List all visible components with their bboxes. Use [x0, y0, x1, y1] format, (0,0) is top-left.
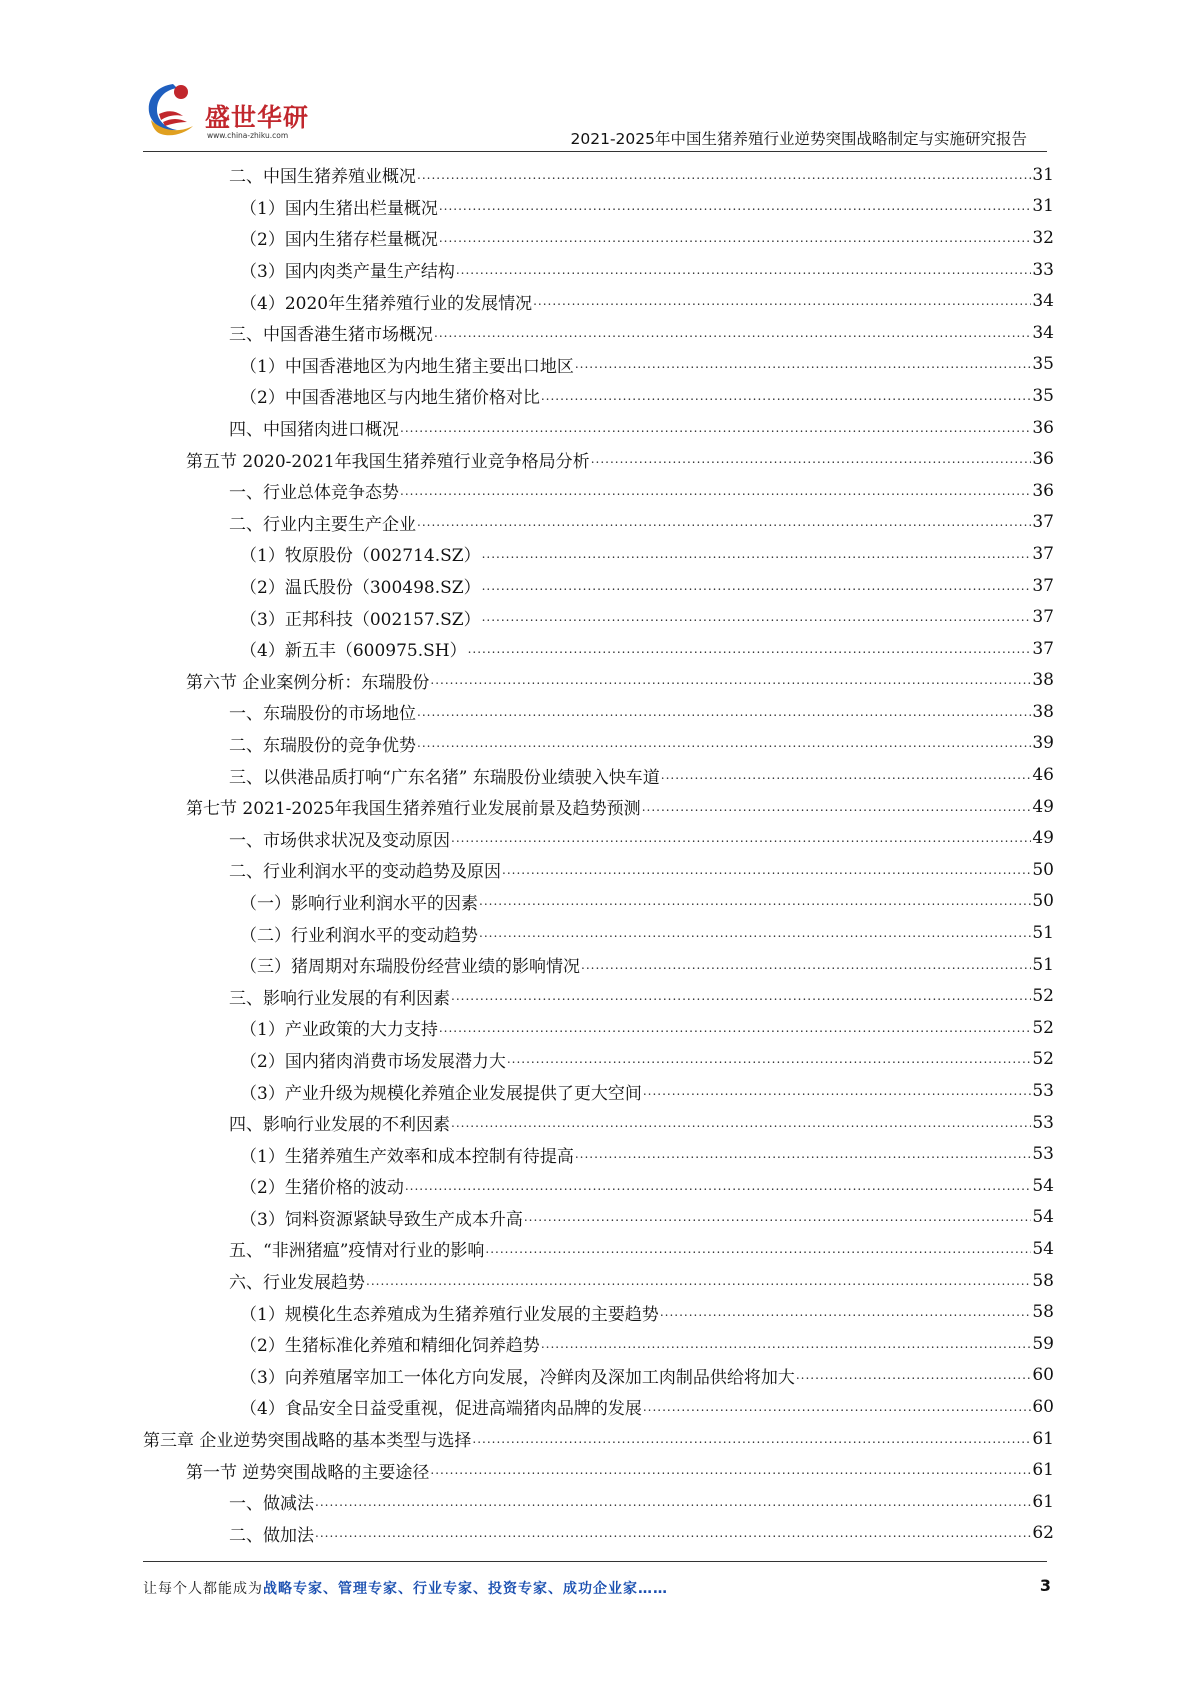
toc-entry-title: 第六节 企业案例分析：东瑞股份: [186, 672, 430, 693]
toc-entry-page: 58: [1032, 1270, 1054, 1291]
toc-entry-title: （2）温氏股份（300498.SZ）: [240, 578, 481, 599]
toc-entry[interactable]: [143, 728, 1054, 760]
toc-dot-leader: [661, 768, 1032, 782]
toc-entry[interactable]: [143, 538, 1054, 570]
toc-entry-title: 二、做加法: [229, 1525, 314, 1546]
toc-entry-title: 三、影响行业发展的有利因素: [229, 988, 450, 1009]
toc-entry[interactable]: [143, 1233, 1054, 1265]
toc-dot-leader: [400, 421, 1031, 435]
toc-entry-title: 第一节 逆势突围战略的主要途径: [186, 1462, 430, 1483]
toc-entry-page: 36: [1032, 449, 1054, 470]
toc-dot-leader: [417, 736, 1031, 750]
toc-entry[interactable]: [143, 349, 1054, 381]
toc-entry-title: （3）国内肉类产量生产结构: [240, 262, 455, 283]
toc-entry[interactable]: [143, 191, 1054, 223]
toc-entry[interactable]: [143, 317, 1054, 349]
logo-url: www.china-zhiku.com: [207, 131, 289, 140]
toc-entry-page: 50: [1032, 859, 1054, 880]
toc-entry[interactable]: [143, 1107, 1054, 1139]
report-title: 2021-2025年中国生猪养殖行业逆势突围战略制定与实施研究报告: [570, 130, 1027, 148]
toc-dot-leader: [405, 1179, 1032, 1193]
toc-entry-title: （1）中国香港地区为内地生猪主要出口地区: [240, 356, 574, 377]
toc-entry-title: 第五节 2020-2021年我国生猪养殖行业竞争格局分析: [186, 451, 590, 472]
toc-entry-page: 37: [1032, 575, 1054, 596]
toc-entry-title: 二、东瑞股份的竞争优势: [229, 735, 416, 756]
toc-entry[interactable]: [143, 949, 1054, 981]
toc-dot-leader: [479, 926, 1031, 940]
toc-entry-page: 53: [1032, 1112, 1054, 1133]
toc-entry-page: 52: [1032, 1017, 1054, 1038]
toc-entry[interactable]: [143, 1423, 1054, 1455]
toc-dot-leader: [575, 1147, 1032, 1161]
toc-entry-page: 38: [1032, 701, 1054, 722]
toc-dot-leader: [541, 389, 1032, 403]
toc-entry-page: 39: [1032, 733, 1054, 754]
toc-entry[interactable]: [143, 1044, 1054, 1076]
toc-entry-title: 一、东瑞股份的市场地位: [229, 704, 416, 725]
toc-dot-leader: [502, 863, 1031, 877]
toc-entry-page: 46: [1032, 765, 1054, 786]
toc-dot-leader: [524, 1210, 1032, 1224]
toc-entry[interactable]: [143, 1454, 1054, 1486]
toc-entry[interactable]: [143, 285, 1054, 317]
toc-dot-leader: [366, 1274, 1031, 1288]
toc-entry[interactable]: [143, 1012, 1054, 1044]
toc-entry-title: 五、“非洲猪瘟”疫情对行业的影响: [229, 1241, 485, 1262]
toc-entry-page: 49: [1032, 828, 1054, 849]
toc-entry-page: 60: [1032, 1396, 1054, 1417]
header-divider: [143, 151, 1047, 152]
company-logo: [143, 80, 313, 142]
toc-entry-title: （1）国内生猪出栏量概况: [240, 198, 438, 219]
toc-entry[interactable]: [143, 570, 1054, 602]
logo-emblem-icon: [143, 80, 209, 140]
toc-entry[interactable]: [143, 159, 1054, 191]
toc-entry[interactable]: [143, 443, 1054, 475]
toc-entry[interactable]: [143, 1138, 1054, 1170]
toc-entry-page: 34: [1032, 291, 1054, 312]
toc-entry[interactable]: [143, 791, 1054, 823]
toc-entry[interactable]: [143, 1328, 1054, 1360]
toc-entry-page: 54: [1032, 1175, 1054, 1196]
toc-entry-page: 61: [1032, 1460, 1054, 1481]
toc-entry-page: 53: [1032, 1081, 1054, 1102]
toc-entry-page: 35: [1032, 354, 1054, 375]
logo-name: 盛世华研: [205, 103, 310, 132]
toc-dot-leader: [417, 515, 1031, 529]
toc-dot-leader: [451, 989, 1031, 1003]
toc-dot-leader: [581, 958, 1031, 972]
toc-entry-page: 52: [1032, 986, 1054, 1007]
toc-dot-leader: [660, 1305, 1032, 1319]
toc-entry[interactable]: [143, 759, 1054, 791]
toc-dot-leader: [541, 1337, 1032, 1351]
toc-entry-title: （2）国内猪肉消费市场发展潜力大: [240, 1051, 506, 1072]
toc-entry-title: （1）牧原股份（002714.SZ）: [240, 546, 481, 567]
toc-entry[interactable]: [143, 507, 1054, 539]
toc-entry[interactable]: [143, 633, 1054, 665]
toc-dot-leader: [479, 894, 1031, 908]
toc-dot-leader: [400, 484, 1031, 498]
toc-dot-leader: [417, 705, 1031, 719]
toc-entry-title: 四、影响行业发展的不利因素: [229, 1115, 450, 1136]
page-number: 3: [1039, 1576, 1051, 1595]
toc-dot-leader: [434, 326, 1031, 340]
toc-entry-title: 一、做减法: [229, 1494, 314, 1515]
toc-dot-leader: [439, 199, 1032, 213]
toc-dot-leader: [533, 294, 1031, 308]
toc-entry[interactable]: [143, 665, 1054, 697]
toc-dot-leader: [315, 1495, 1031, 1509]
toc-entry-title: 一、市场供求状况及变动原因: [229, 830, 450, 851]
toc-entry-page: 31: [1032, 196, 1054, 217]
toc-entry-title: 一、行业总体竞争态势: [229, 483, 399, 504]
toc-entry-page: 62: [1032, 1523, 1054, 1544]
toc-dot-leader: [482, 610, 1032, 624]
toc-dot-leader: [439, 1021, 1032, 1035]
toc-entry-page: 51: [1032, 954, 1054, 975]
toc-entry-title: （2）生猪价格的波动: [240, 1178, 404, 1199]
toc-entry-page: 61: [1032, 1428, 1054, 1449]
toc-entry-page: 36: [1032, 480, 1054, 501]
toc-entry-page: 33: [1032, 259, 1054, 280]
toc-entry-page: 37: [1032, 607, 1054, 628]
toc-dot-leader: [591, 452, 1032, 466]
toc-entry-title: （二）行业利润水平的变动趋势: [240, 925, 478, 946]
toc-entry[interactable]: [143, 1170, 1054, 1202]
toc-dot-leader: [439, 231, 1032, 245]
toc-dot-leader: [643, 1400, 1032, 1414]
toc-dot-leader: [315, 1526, 1031, 1540]
toc-entry[interactable]: [143, 696, 1054, 728]
toc-entry-page: 60: [1032, 1365, 1054, 1386]
toc-dot-leader: [468, 642, 1032, 656]
toc-entry-title: 二、行业内主要生产企业: [229, 514, 416, 535]
toc-entry-page: 37: [1032, 638, 1054, 659]
toc-entry-title: 二、中国生猪养殖业概况: [229, 167, 416, 188]
toc-entry-page: 53: [1032, 1144, 1054, 1165]
toc-entry-page: 35: [1032, 385, 1054, 406]
toc-entry-page: 38: [1032, 670, 1054, 691]
toc-entry-title: （3）正邦科技（002157.SZ）: [240, 609, 481, 630]
toc-entry[interactable]: [143, 1486, 1054, 1518]
toc-entry[interactable]: [143, 886, 1054, 918]
toc-entry[interactable]: [143, 980, 1054, 1012]
toc-dot-leader: [643, 1084, 1032, 1098]
toc-entry-page: 52: [1032, 1049, 1054, 1070]
toc-entry-title: 二、行业利润水平的变动趋势及原因: [229, 862, 501, 883]
toc-entry[interactable]: [143, 1360, 1054, 1392]
toc-entry-page: 51: [1032, 923, 1054, 944]
toc-entry-page: 58: [1032, 1302, 1054, 1323]
toc-dot-leader: [430, 673, 1031, 687]
toc-dot-leader: [485, 1242, 1031, 1256]
toc-entry-title: （1）规模化生态养殖成为生猪养殖行业发展的主要趋势: [240, 1304, 659, 1325]
toc-entry[interactable]: [143, 1296, 1054, 1328]
toc-entry-title: 三、中国香港生猪市场概况: [229, 325, 433, 346]
toc-entry-title: 第七节 2021-2025年我国生猪养殖行业发展前景及趋势预测: [186, 799, 641, 820]
toc-entry[interactable]: [143, 1202, 1054, 1234]
toc-entry[interactable]: [143, 1265, 1054, 1297]
toc-entry-page: 61: [1032, 1491, 1054, 1512]
toc-entry-page: 37: [1032, 543, 1054, 564]
toc-dot-leader: [456, 263, 1032, 277]
toc-entry-page: 54: [1032, 1207, 1054, 1228]
toc-entry-title: 四、中国猪肉进口概况: [229, 420, 399, 441]
toc-entry[interactable]: [143, 380, 1054, 412]
toc-entry-title: （2）生猪标准化养殖和精细化饲养趋势: [240, 1336, 540, 1357]
table-of-contents: [143, 159, 1054, 1549]
toc-dot-leader: [430, 1463, 1031, 1477]
toc-entry-page: 31: [1032, 164, 1054, 185]
toc-entry-title: （4）2020年生猪养殖行业的发展情况: [240, 293, 533, 314]
footer-slogan-accent: 战略专家、管理专家、行业专家、投资专家、成功企业家……: [263, 1581, 668, 1597]
toc-entry-page: 49: [1032, 796, 1054, 817]
toc-entry[interactable]: [143, 222, 1054, 254]
toc-entry-title: （2）中国香港地区与内地生猪价格对比: [240, 388, 540, 409]
toc-entry[interactable]: [143, 601, 1054, 633]
toc-entry[interactable]: [143, 822, 1054, 854]
toc-dot-leader: [507, 1052, 1032, 1066]
toc-entry[interactable]: [143, 1391, 1054, 1423]
toc-dot-leader: [482, 547, 1032, 561]
toc-entry-title: （4）新五丰（600975.SH）: [240, 641, 467, 662]
toc-entry-title: 三、以供港品质打响“广东名猪” 东瑞股份业绩驶入快车道: [229, 767, 660, 788]
toc-dot-leader: [417, 168, 1031, 182]
toc-entry-title: （3）饲料资源紧缺导致生产成本升高: [240, 1209, 523, 1230]
toc-dot-leader: [472, 1432, 1031, 1446]
toc-entry-title: （2）国内生猪存栏量概况: [240, 230, 438, 251]
toc-entry-page: 59: [1032, 1333, 1054, 1354]
toc-entry[interactable]: [143, 254, 1054, 286]
toc-entry-title: （4）食品安全日益受重视，促进高端猪肉品牌的发展: [240, 1399, 642, 1420]
footer-slogan: [143, 1578, 668, 1598]
toc-entry[interactable]: [143, 917, 1054, 949]
toc-dot-leader: [642, 800, 1032, 814]
toc-entry-page: 36: [1032, 417, 1054, 438]
toc-entry-page: 37: [1032, 512, 1054, 533]
toc-entry-title: （3）向养殖屠宰加工一体化方向发展，冷鲜肉及深加工肉制品供给将加大: [240, 1367, 795, 1388]
toc-entry-title: （1）生猪养殖生产效率和成本控制有待提高: [240, 1146, 574, 1167]
toc-entry-page: 34: [1032, 322, 1054, 343]
toc-entry-title: （三）猪周期对东瑞股份经营业绩的影响情况: [240, 957, 580, 978]
footer-slogan-prefix: 让每个人都能成为: [143, 1581, 263, 1597]
toc-dot-leader: [451, 831, 1031, 845]
toc-entry-title: （一）影响行业利润水平的因素: [240, 893, 478, 914]
toc-dot-leader: [796, 1368, 1032, 1382]
footer-divider: [143, 1561, 1047, 1562]
page-header: [143, 80, 1047, 152]
toc-dot-leader: [575, 357, 1032, 371]
toc-entry[interactable]: [143, 854, 1054, 886]
toc-entry-title: （1）产业政策的大力支持: [240, 1020, 438, 1041]
toc-entry-page: 50: [1032, 891, 1054, 912]
toc-entry[interactable]: [143, 412, 1054, 444]
toc-entry-page: 54: [1032, 1238, 1054, 1259]
toc-entry[interactable]: [143, 475, 1054, 507]
toc-dot-leader: [482, 579, 1032, 593]
toc-entry-page: 32: [1032, 227, 1054, 248]
toc-entry-title: 第三章 企业逆势突围战略的基本类型与选择: [143, 1431, 472, 1452]
toc-entry[interactable]: [143, 1075, 1054, 1107]
toc-entry[interactable]: [143, 1518, 1054, 1550]
toc-dot-leader: [451, 1116, 1031, 1130]
toc-entry-title: 六、行业发展趋势: [229, 1273, 365, 1294]
toc-entry-title: （3）产业升级为规模化养殖企业发展提供了更大空间: [240, 1083, 642, 1104]
